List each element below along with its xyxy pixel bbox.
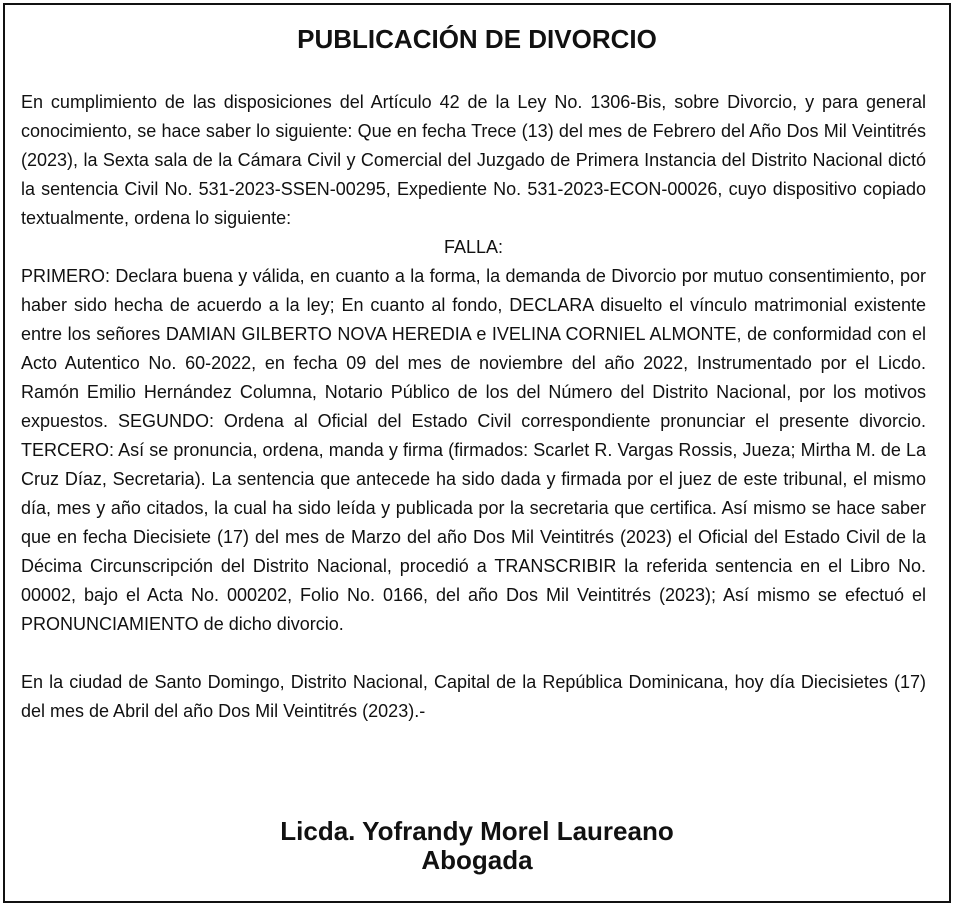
document-body (21, 88, 926, 726)
closing-paragraph: En la ciudad de Santo Domingo, Distrito Nacional, Capital de la República Dominicana, hoy día Diecisietes (17) del mes de Abril del año Dos Mil Veintitrés (2023).- (21, 672, 926, 721)
document-title: PUBLICACIÓN DE DIVORCIO (297, 24, 657, 54)
falla-heading: FALLA: (443, 237, 504, 257)
ruling-paragraph: PRIMERO: Declara buena y válida, en cuanto a la forma, la demanda de Divorcio por mutuo consentimiento, por haber sido hecha de acuerdo a la ley; En cuanto al fondo, DECLARA disuelto el vínculo matrimonial existente entre los señores DAMIAN GILBERTO NOVA HEREDIA e IVELINA CORNIEL ALMONTE, de conformidad con el Acto Autentico No. 60-2022, en fecha 09 del mes de noviembre del año 2022, Instrumentado por el Licdo. Ramón Emilio Hernández Columna, Notario Público de los del Número del Distrito Nacional, por los motivos expuestos. SEGUNDO: Ordena al Oficial del Estado Civil correspondiente pronunciar el presente divorcio. TERCERO: Así se pronuncia, ordena, manda y firma (firmados: Scarlet R. Vargas Rossis, Jueza; Mirtha M. de La Cruz Díaz, Secretaria). La sentencia que antecede ha sido dada y firmada por el juez de este tribunal, el mismo día, mes y año citados, la cual ha sido leída y publicada por la secretaria que certifica. Así mismo se hace saber que en fecha Diecisiete (17) del mes de Marzo del año Dos Mil Veintitrés (2023) el Oficial del Estado Civil de la Décima Circunscripción del Distrito Nacional, procedió a TRANSCRIBIR la referida sentencia en el Libro No. 00002, bajo el Acta No. 000202, Folio No. 0166, del año Dos Mil Veintitrés (2023); Así mismo se efectuó el PRONUNCIAMIENTO de dicho divorcio. (21, 266, 926, 634)
signer-role: Abogada (421, 845, 533, 875)
paragraph-spacer (21, 639, 926, 668)
intro-paragraph: En cumplimiento de las disposiciones del Artículo 42 de la Ley No. 1306-Bis, sobre Divorcio, y para general conocimiento, se hace saber lo siguiente: Que en fecha Trece (13) del mes de Febrero del Año Dos Mil Veintitrés (2023), la Sexta sala de la Cámara Civil y Comercial del Juzgado de Primera Instancia del Distrito Nacional dictó la sentencia Civil No. 531-2023-SSEN-00295, Expediente No. 531-2023-ECON-00026, cuyo dispositivo copiado textualmente, ordena lo siguiente: (21, 92, 926, 228)
signer-name: Licda. Yofrandy Morel Laureano (280, 816, 674, 846)
